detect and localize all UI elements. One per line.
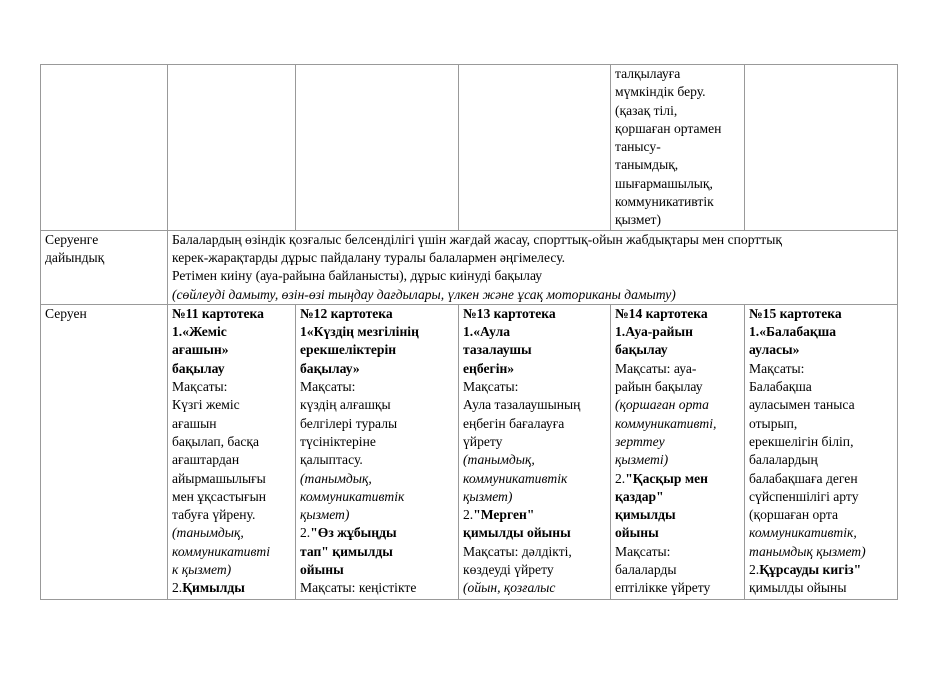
game-name: қимылды ойыны xyxy=(463,525,571,541)
text-line: коммуникативтік xyxy=(615,194,714,210)
text-line: белгілері туралы xyxy=(300,415,398,431)
card-heading: 1.«Балабақша xyxy=(749,324,837,340)
text-line: қимылды ойыны xyxy=(749,580,847,596)
text-line: шығармашылық, xyxy=(615,175,713,191)
row-label xyxy=(41,230,168,304)
text-line: ептілікке үйрету xyxy=(615,580,711,596)
game-title xyxy=(463,506,606,524)
card-heading: бақылау» xyxy=(300,360,360,376)
card-heading: тазалаушы xyxy=(463,342,532,358)
activity-note: (ойын, қозғалыс xyxy=(463,580,556,596)
text-line: айырмашылығы xyxy=(172,470,266,486)
game-title xyxy=(172,579,291,597)
card-heading: еңбегін» xyxy=(463,360,515,376)
game-name: Құрсауды кигіз" xyxy=(759,562,862,578)
game-name: қимылды xyxy=(615,507,676,523)
text-line: балаларды xyxy=(615,562,677,578)
text-line: Мақсаты: кеңістікте xyxy=(300,580,417,596)
card-heading: №14 картотека xyxy=(615,305,708,321)
text-line: ауласымен таныса xyxy=(749,397,855,413)
text-line: түсініктеріне xyxy=(300,433,376,449)
item-number: 2. xyxy=(300,525,311,541)
text-line: Мақсаты: xyxy=(300,379,356,395)
game-name: "Мерген" xyxy=(473,507,535,523)
card-heading: №11 картотека xyxy=(172,305,264,321)
activity-note: к қызмет) xyxy=(172,562,232,578)
walk-row xyxy=(41,304,898,599)
text-line: танысу- xyxy=(615,139,661,155)
text-line: Аула тазалаушының xyxy=(463,397,581,413)
text-line: Күзгі жеміс xyxy=(172,397,240,413)
activity-note: коммуникативтік xyxy=(463,470,568,486)
activity-note: коммуникативтік, xyxy=(749,525,857,541)
text-line: балабақшаға деген xyxy=(749,470,858,486)
continuation-text-cell xyxy=(611,65,745,231)
activity-note: коммуникативті, xyxy=(615,415,717,431)
card-12-cell xyxy=(296,304,459,599)
text-line: қоршаған ортамен xyxy=(615,120,722,136)
item-number: 2. xyxy=(749,562,760,578)
activity-note: (танымдық, xyxy=(300,470,372,486)
row-label-line: Серуенге xyxy=(45,231,99,247)
text-line: еңбегін бағалауға xyxy=(463,415,565,431)
game-title xyxy=(300,524,454,542)
continuation-row xyxy=(41,65,898,231)
text-line: Мақсаты: xyxy=(615,543,671,559)
game-name: ойыны xyxy=(300,562,344,578)
card-heading: бақылау xyxy=(615,342,668,358)
text-line: Мақсаты: xyxy=(172,379,228,395)
card-13-cell xyxy=(459,304,611,599)
text-line: балалардың xyxy=(749,452,818,468)
text-line: Мақсаты: xyxy=(463,379,519,395)
text-line: табуға үйрену. xyxy=(172,507,256,523)
card-14-cell xyxy=(611,304,745,599)
activity-note: қызметі) xyxy=(615,452,669,468)
activity-note: коммуникативтік xyxy=(300,488,405,504)
preparation-text xyxy=(168,230,898,304)
text-line: ағашын xyxy=(172,415,217,431)
card-15-cell xyxy=(745,304,898,599)
text-line: танымдық, xyxy=(615,157,679,173)
text-line: қызмет) xyxy=(615,212,662,228)
text-line: көздеуді үйрету xyxy=(463,562,554,578)
activity-note: (қоршаған орта xyxy=(615,397,709,413)
activity-note: (танымдық, xyxy=(463,452,535,468)
card-heading: ағашын» xyxy=(172,342,229,358)
card-heading: №13 картотека xyxy=(463,305,556,321)
text-line: Ретімен киіну (ауа-райына байланысты), дұрыс киінуді бақылау xyxy=(172,268,543,284)
activity-note: қызмет) xyxy=(463,488,513,504)
text-line: ерекшелігін біліп, xyxy=(749,433,854,449)
activity-note: коммуникативті xyxy=(172,543,270,559)
game-name: "Өз жұбыңды xyxy=(310,525,397,541)
text-line: үйрету xyxy=(463,433,503,449)
game-name: қаздар" xyxy=(615,488,664,504)
card-heading: бақылау xyxy=(172,360,225,376)
card-heading: №12 картотека xyxy=(300,305,393,321)
text-line: (қоршаған орта xyxy=(749,507,839,523)
walk-preparation-row xyxy=(41,230,898,304)
text-line: қалыптасу. xyxy=(300,452,363,468)
card-heading: №15 картотека xyxy=(749,305,842,321)
activity-note: зерттеу xyxy=(615,433,665,449)
text-line: Мақсаты: ауа- xyxy=(615,360,697,376)
text-line: (сөйлеуді дамыту, өзін-өзі тыңдау дағдылары, үлкен және ұсақ моториканы дамыту) xyxy=(172,286,676,302)
text-line: Мақсаты: xyxy=(749,360,805,376)
item-number: 2. xyxy=(615,470,626,486)
text-line: бақылап, басқа xyxy=(172,433,260,449)
row-label: Серуен xyxy=(41,304,168,599)
empty-cell xyxy=(168,65,296,231)
empty-cell xyxy=(296,65,459,231)
game-name: Қимылды xyxy=(182,580,245,596)
empty-cell xyxy=(459,65,611,231)
game-title xyxy=(749,561,893,579)
text-line: талқылауға xyxy=(615,66,681,81)
text-line: күздің алғашқы xyxy=(300,397,391,413)
activity-note: (танымдық, xyxy=(172,525,244,541)
item-number: 2. xyxy=(463,507,474,523)
text-line: мен ұқсастығын xyxy=(172,488,267,504)
text-line: Балабақша xyxy=(749,379,812,395)
game-title xyxy=(615,470,740,488)
activity-note: қызмет) xyxy=(300,507,350,523)
activity-note: танымдық қызмет) xyxy=(749,543,866,559)
card-heading: 1.«Жеміс xyxy=(172,324,227,340)
text-line: отырып, xyxy=(749,415,798,431)
game-name: тап" қимылды xyxy=(300,543,393,559)
text-line: мүмкіндік беру. xyxy=(615,84,706,100)
empty-cell xyxy=(745,65,898,231)
text-line: керек-жарақтарды дұрыс пайдалану туралы балалармен әңгімелесу. xyxy=(172,249,566,265)
card-heading: ерекшеліктерін xyxy=(300,342,397,358)
card-11-cell xyxy=(168,304,296,599)
card-heading: ауласы» xyxy=(749,342,800,358)
text-line: райын бақылау xyxy=(615,379,703,395)
card-heading: 1.Ауа-райын xyxy=(615,324,693,340)
game-name: "Қасқыр мен xyxy=(625,470,708,486)
row-label-line: дайындық xyxy=(45,249,105,265)
text-line: ағаштардан xyxy=(172,452,240,468)
card-heading: 1.«Аула xyxy=(463,324,511,340)
text-line: Балалардың өзіндік қозғалыс белсенділігі үшін жағдай жасау, спорттық-ойын жабдықтары мен спорттық xyxy=(172,231,782,247)
empty-cell xyxy=(41,65,168,231)
card-heading: 1«Күздің мезгілінің xyxy=(300,324,419,340)
item-number: 2. xyxy=(172,580,183,596)
schedule-table xyxy=(40,64,898,600)
text-line: сүйспеншілігі арту xyxy=(749,488,859,504)
text-line: (қазақ тілі, xyxy=(615,102,678,118)
text-line: Мақсаты: дәлдікті, xyxy=(463,543,572,559)
game-name: ойыны xyxy=(615,525,659,541)
